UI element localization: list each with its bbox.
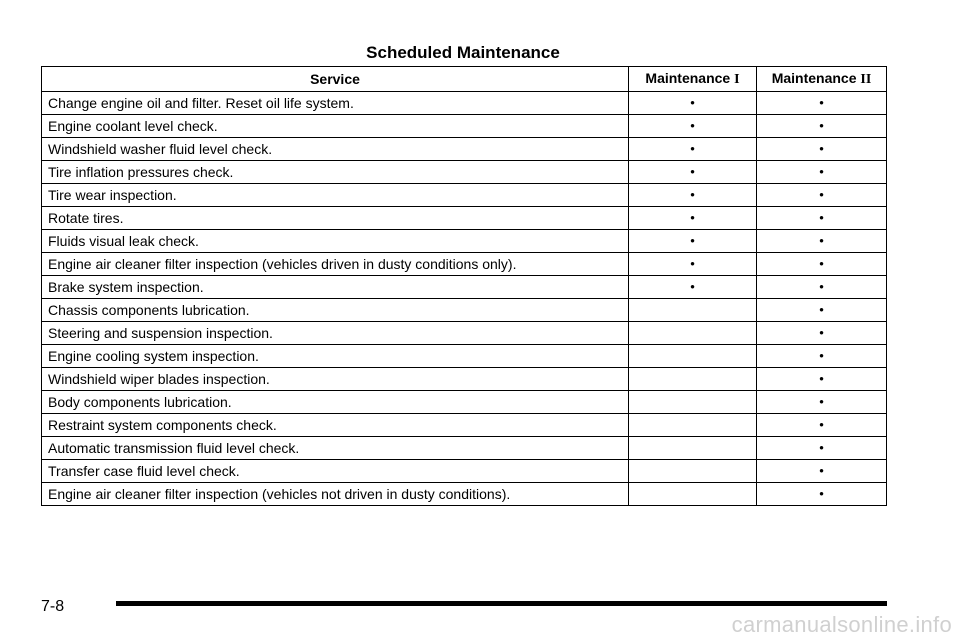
- table-row: [42, 437, 887, 460]
- table-row: [42, 230, 887, 253]
- footer-rule: [116, 601, 887, 606]
- column-header-maintenance-1: [629, 67, 757, 92]
- maintenance-1-cell: [629, 322, 757, 345]
- service-cell: Steering and suspension inspection.: [42, 322, 629, 345]
- service-cell: Tire inflation pressures check.: [42, 161, 629, 184]
- service-cell: Engine cooling system inspection.: [42, 345, 629, 368]
- service-cell: Windshield wiper blades inspection.: [42, 368, 629, 391]
- maintenance-2-cell: •: [757, 276, 887, 299]
- maintenance-1-cell: [629, 414, 757, 437]
- maintenance-1-cell: •: [629, 253, 757, 276]
- table-row: [42, 368, 887, 391]
- table-row: [42, 161, 887, 184]
- maintenance-1-cell: [629, 391, 757, 414]
- maintenance-1-cell: [629, 437, 757, 460]
- maintenance-1-cell: •: [629, 138, 757, 161]
- table-row: [42, 92, 887, 115]
- maintenance-1-cell: [629, 368, 757, 391]
- service-cell: Chassis components lubrication.: [42, 299, 629, 322]
- maintenance-2-cell: •: [757, 368, 887, 391]
- maintenance-2-cell: •: [757, 253, 887, 276]
- service-cell: Restraint system components check.: [42, 414, 629, 437]
- page-title: Scheduled Maintenance: [366, 43, 560, 62]
- service-cell: Windshield washer fluid level check.: [42, 138, 629, 161]
- table-row: [42, 253, 887, 276]
- table-row: [42, 299, 887, 322]
- maintenance-2-cell: •: [757, 460, 887, 483]
- maintenance-2-cell: •: [757, 414, 887, 437]
- watermark: carmanualsonline.info: [731, 612, 952, 637]
- maintenance-1-cell: •: [629, 184, 757, 207]
- column-header-maintenance-2: [757, 67, 887, 92]
- table-row: [42, 414, 887, 437]
- service-cell: Change engine oil and filter. Reset oil life system.: [42, 92, 629, 115]
- table-row: [42, 460, 887, 483]
- maintenance-1-cell: [629, 483, 757, 506]
- table-row: [42, 138, 887, 161]
- maintenance-2-cell: •: [757, 483, 887, 506]
- maintenance-2-cell: •: [757, 184, 887, 207]
- service-cell: Tire wear inspection.: [42, 184, 629, 207]
- service-cell: Engine air cleaner filter inspection (vehicles driven in dusty conditions only).: [42, 253, 629, 276]
- maintenance-2-cell: •: [757, 207, 887, 230]
- maintenance-2-cell: •: [757, 138, 887, 161]
- maintenance-2-cell: •: [757, 115, 887, 138]
- maintenance-1-cell: •: [629, 230, 757, 253]
- maintenance-2-cell: •: [757, 345, 887, 368]
- service-cell: Automatic transmission fluid level check.: [42, 437, 629, 460]
- maintenance-2-cell: •: [757, 391, 887, 414]
- maintenance-2-cell: •: [757, 161, 887, 184]
- service-cell: Rotate tires.: [42, 207, 629, 230]
- service-cell: Body components lubrication.: [42, 391, 629, 414]
- maintenance-2-label: Maintenance: [771, 70, 857, 86]
- table-row: [42, 483, 887, 506]
- table-row: [42, 322, 887, 345]
- maintenance-1-cell: [629, 460, 757, 483]
- service-cell: Engine coolant level check.: [42, 115, 629, 138]
- service-cell: Brake system inspection.: [42, 276, 629, 299]
- column-header-service: Service: [42, 67, 629, 92]
- page-number: 7-8: [41, 598, 65, 615]
- maintenance-1-cell: [629, 345, 757, 368]
- maintenance-2-cell: •: [757, 437, 887, 460]
- table-header-row: [42, 67, 887, 92]
- maintenance-2-cell: •: [757, 322, 887, 345]
- table-row: [42, 115, 887, 138]
- service-cell: Engine air cleaner filter inspection (vehicles not driven in dusty conditions).: [42, 483, 629, 506]
- table-row: [42, 207, 887, 230]
- table-row: [42, 184, 887, 207]
- maintenance-1-cell: •: [629, 207, 757, 230]
- maintenance-1-roman: I: [734, 72, 740, 87]
- maintenance-1-label: Maintenance: [645, 70, 731, 86]
- maintenance-2-roman: II: [860, 72, 872, 87]
- table-row: [42, 276, 887, 299]
- maintenance-1-cell: •: [629, 115, 757, 138]
- service-cell: Transfer case fluid level check.: [42, 460, 629, 483]
- service-cell: Fluids visual leak check.: [42, 230, 629, 253]
- maintenance-1-cell: •: [629, 276, 757, 299]
- table-row: [42, 345, 887, 368]
- maintenance-1-cell: [629, 299, 757, 322]
- maintenance-2-cell: •: [757, 230, 887, 253]
- maintenance-1-cell: •: [629, 92, 757, 115]
- maintenance-2-cell: •: [757, 92, 887, 115]
- maintenance-2-cell: •: [757, 299, 887, 322]
- maintenance-1-cell: •: [629, 161, 757, 184]
- maintenance-table: [41, 66, 887, 506]
- table-row: [42, 391, 887, 414]
